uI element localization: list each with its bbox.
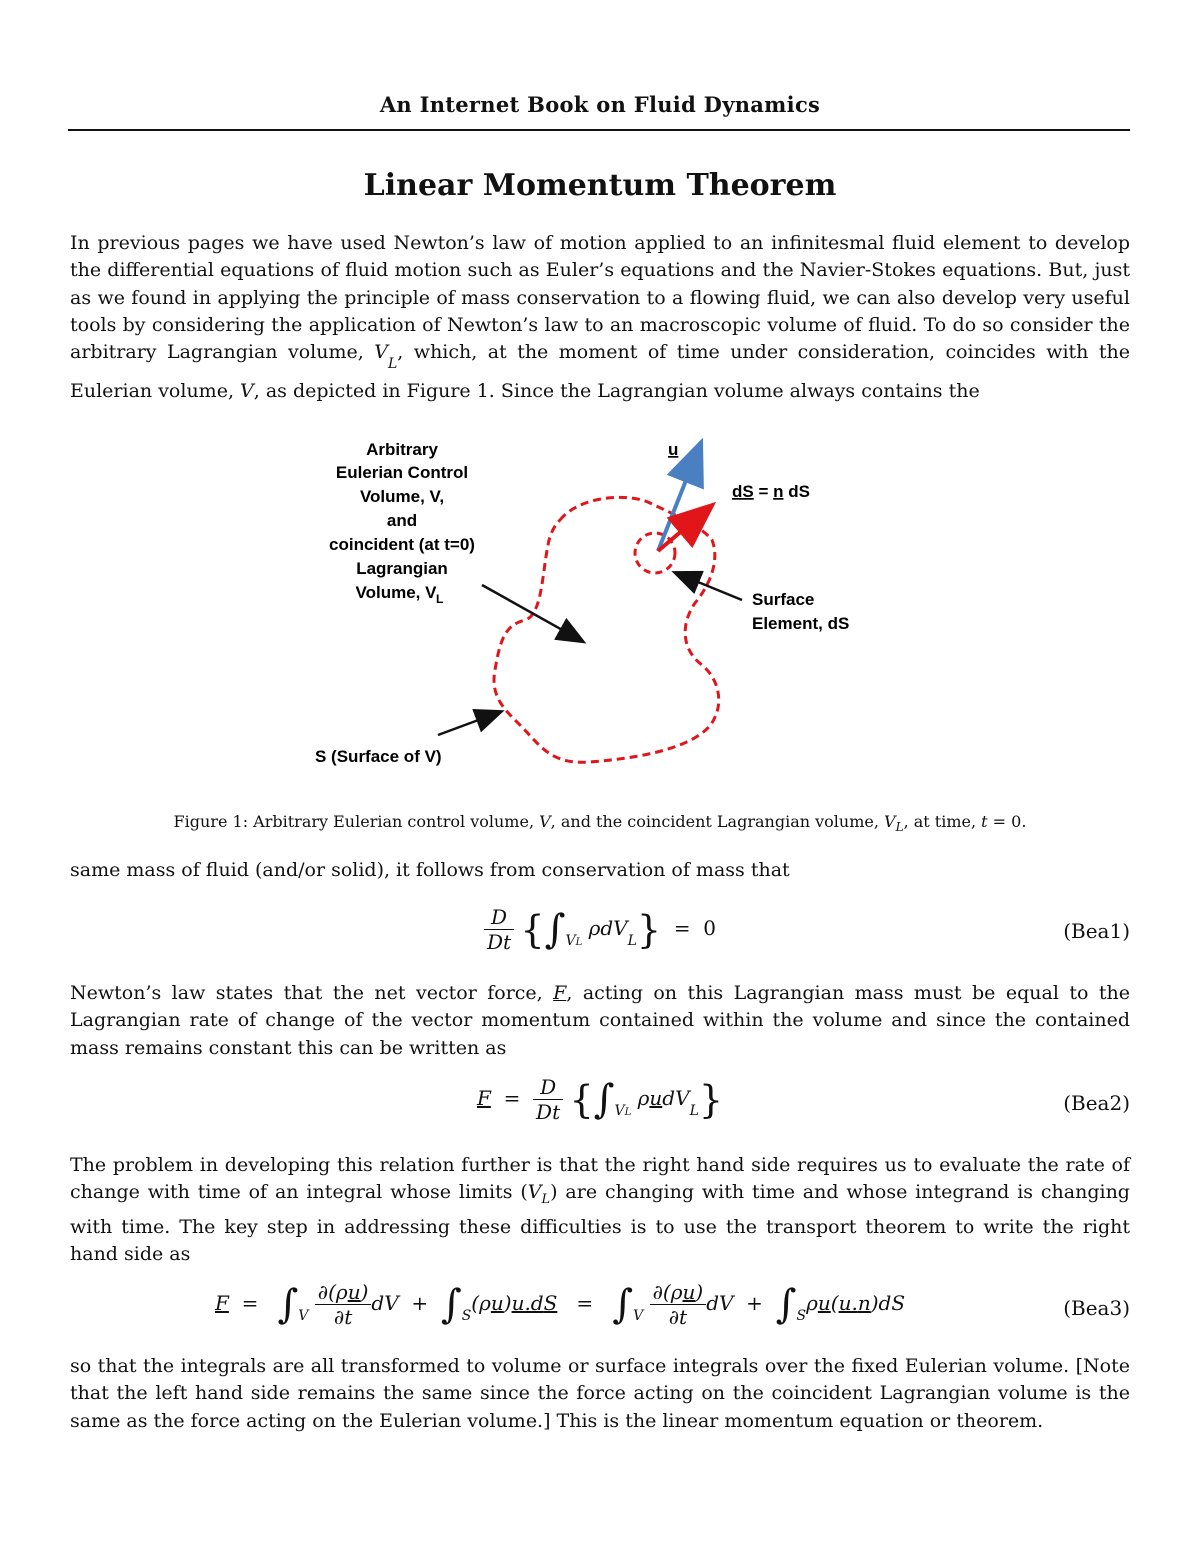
para1-text-b: , which, at the moment of time under consideration, coincides with the Eulerian volume, [70,341,1131,403]
equation-tag-bea3: (Bea3) [1063,1296,1130,1320]
label-line-2: Eulerian Control [335,463,469,482]
pointer-arrow-surface-element [676,573,742,600]
surface-element-circle [635,533,675,573]
figure-control-volume [310,425,880,785]
label-line-1: Arbitrary [366,440,438,459]
equation-tag-bea1: (Bea1) [1063,919,1130,943]
running-header: An Internet Book on Fluid Dynamics [379,92,821,117]
equation-bea2 [70,1075,1130,1135]
equation-bea1-body: $\frac{D}{Dt}$ {$\int_{VL}$ ρdV$_L$} = 0 [70,905,1130,954]
label-surface-s: S (Surface of V) [315,747,442,766]
paragraph-intro [70,230,1130,406]
paragraph-mass: same mass of fluid (and/or solid), it follows from conservation of mass that [70,859,790,881]
control-volume-diagram [310,425,880,785]
label-line-7: Volume, V [355,583,437,602]
equation-tag-bea2: (Bea2) [1063,1091,1130,1115]
label-surface-1: Surface [752,590,815,609]
equation-bea3-body: F = $\int_V$ $\frac{\partial(\rho u)}{\partial t}$ dV + $\int_S(\rho u)u.dS$ = $\int_V$ $\frac{\partial(\rho u)}{\partial t}$ dV + $\int_S\rho u(u.n)dS$ [214,1280,906,1329]
pointer-arrow-volume [482,585,582,641]
label-line-4: and [386,511,418,530]
header-rule [68,129,1130,131]
label-velocity: u [668,440,679,459]
label-surface-2: Element, dS [752,614,850,633]
symbol-vl: $V_L$ [374,341,398,373]
label-surface-vector: dS = n dS [732,482,810,501]
figure-caption: Figure 1: Arbitrary Eulerian control volume, V, and the coincident Lagrangian volume, $V_L$, at time, t = 0. [173,812,1027,834]
label-control-volume [329,440,475,606]
symbol-v: V [240,380,254,403]
control-surface-boundary [494,497,719,762]
page-title: Linear Momentum Theorem [363,168,837,203]
equation-bea3 [70,1280,1130,1340]
paragraph-conclusion: so that the integrals are all transformed to volume or surface integrals over the fixed Eulerian volume. [Note that the left hand side remains the same since the force acting on the coincident Lagrangian volume is the same as the force acting on the Eulerian volume.] This is the linear momentum equation or theorem. [70,1355,1130,1432]
label-line-3: Volume, V, [359,487,445,506]
label-line-6: Lagrangian [356,559,448,578]
equation-bea2-body: F = $\frac{D}{Dt}$ {$\int_{VL}$ ρudV$_L$} [476,1075,724,1124]
equation-bea1 [70,905,1130,965]
para1-text-a: In previous pages we have used Newton’s law of motion applied to an infinitesmal fluid element to develop the differential equations of fluid motion such as Euler’s equations and the Navier-Stokes equations. But, just as we found in applying the principle of mass conservation to a flowing fluid, we can also develop very useful tools by considering the application of Newton’s law to an macroscopic volume of fluid. To do so consider the arbitrary Lagrangian volume, [70,232,1130,364]
paragraph-newton: Newton’s law states that the net vector force, F, acting on this Lagrangian mass must be equal to the Lagrangian rate of change of the vector momentum contained within the volume and since the contained mass remains constant this can be written as [70,982,1131,1059]
label-line-5: coincident (at t=0) [329,535,475,554]
label-line-7-sub: L [436,592,444,606]
paragraph-transport: The problem in developing this relation further is that the right hand side requires us to evaluate the rate of change with time of an integral whose limits $(V_L)$ are changing with time and whose integrand is changing with time. The key step in addressing these difficulties is to use the transport theorem to write the right hand side as [70,1154,1130,1265]
pointer-arrow-surface [438,712,500,735]
para1-text-c: , as depicted in Figure 1. Since the Lagrangian volume always contains the [253,380,980,403]
